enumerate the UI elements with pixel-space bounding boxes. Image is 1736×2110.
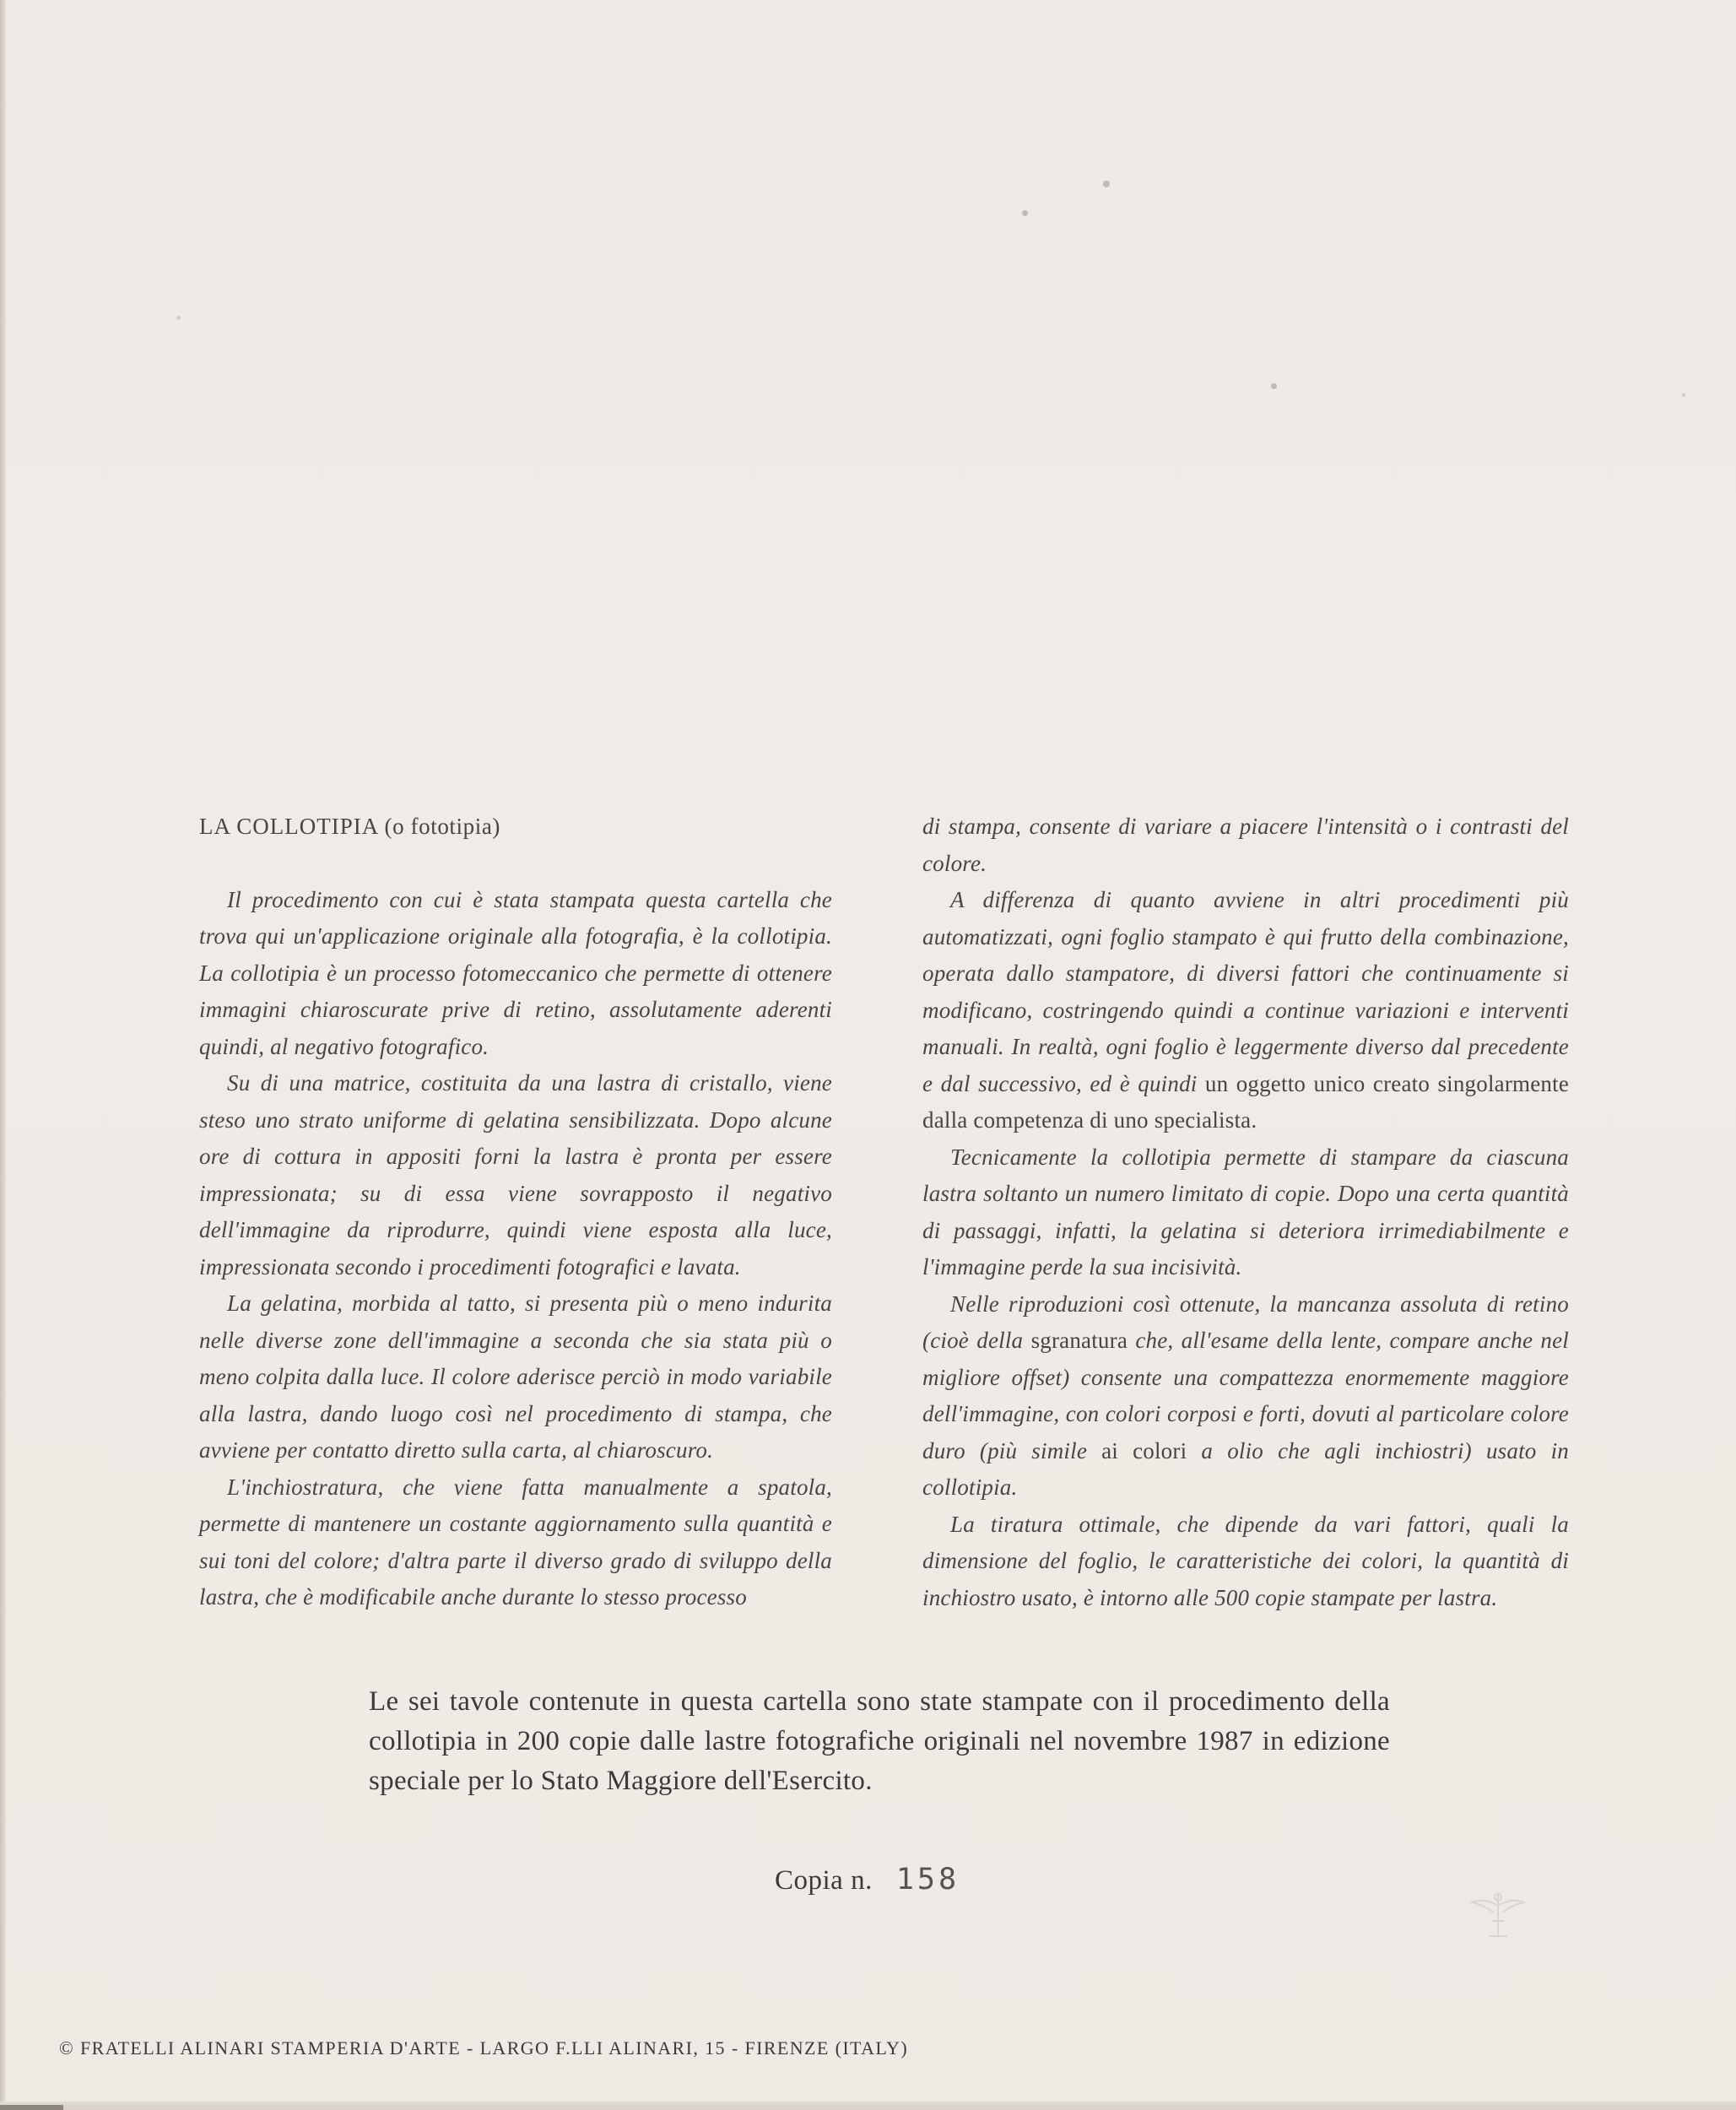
paragraph-italic-part: che, all'esame della lente, compare anche nel migliore offset) consente una compattezza enormemente maggiore dell'immagine, con colori corposi e forti, dovuti al particolare colore duro (più simile xyxy=(922,1328,1570,1463)
paper-left-edge xyxy=(0,0,6,2110)
paragraph: L'inchiostratura, che viene fatta manualmente a spatola, permette di mantenere un costante aggiornamento sulla quantità e sui toni del colore; d'altra parte il diverso grado di sviluppo della lastra, che è modificabile anche durante lo stesso processo xyxy=(199,1474,832,1610)
paragraph: di stampa, consente di variare a piacere l'intensità o i contrasti del colore. xyxy=(922,814,1569,876)
paragraph-upright-part: un oggetto unico creato singolarmente dalla competenza di uno specialista. xyxy=(922,1070,1569,1133)
article-left-column xyxy=(199,809,832,1616)
copy-label: Copia n. xyxy=(775,1865,873,1896)
paragraph-upright-part: sgranatura xyxy=(1030,1328,1128,1353)
heading-main: LA COLLOTIPIA xyxy=(199,814,378,839)
paragraph-italic-part: A differenza di quanto avviene in altri procedimenti più automatizzati, ogni foglio stampato è qui frutto della combinazione, operata dallo stampatore, di diversi fattori che continuamente si modificano, costringendo quindi a continue variazioni e interventi manuali. In realtà, ogni foglio è leggermente diverso dal precedente e dal successivo, ed è quindi xyxy=(922,887,1569,1096)
paragraph: La tiratura ottimale, che dipende da vari fattori, quali la dimensione del foglio, le caratteristiche dei colori, la quantità di inchiostro usato, è intorno alle 500 copie stampate per lastra. xyxy=(922,1511,1569,1610)
paper-speck xyxy=(176,316,181,320)
paragraph: Il procedimento con cui è stata stampata questa cartella che trova qui un'applicazione originale alla fotografia, è la collotipia. La collotipia è un processo fotomeccanico che permette di ottenere immagini chiaroscurate prive di retino, assolutamente aderenti quindi, al negativo fotografico. xyxy=(199,886,832,1059)
paragraph: Tecnicamente la collotipia permette di stampare da ciascuna lastra soltanto un numero limitato di copie. Dopo una certa quantità di passaggi, infatti, la gelatina si deteriora irrimediabilmente e l'immagine perde la sua incisività. xyxy=(922,1144,1569,1280)
colophon-text: Le sei tavole contenute in questa cartella sono state stampate con il procedimento della collotipia in 200 copie dalle lastre fotografiche originali nel novembre 1987 in edizione speciale per lo Stato Maggiore dell'Esercito. xyxy=(369,1686,1390,1796)
paper-bottom-edge xyxy=(0,2102,1736,2110)
article-heading xyxy=(199,809,832,846)
copy-number-line xyxy=(775,1863,960,1896)
paragraph-upright-part: ai colori xyxy=(1101,1437,1187,1463)
paragraph: Su di una matrice, costituita da una lastra di cristallo, viene steso uno strato uniforme di gelatina sensibilizzata. Dopo alcune ore di cottura in appositi forni la lastra è pronta per essere impressionata; su di essa viene sovrapposto il negativo dell'immagine da riprodurre, quindi viene esposta alla luce, impressionata secondo i procedimenti fotografici e lavata. xyxy=(199,1070,832,1280)
paper-bottom-mark xyxy=(0,2105,63,2110)
paper-speck xyxy=(1103,181,1110,187)
paragraph-italic-part: a olio che agli inchiostri) usato in collotipia. xyxy=(922,1437,1569,1500)
copy-number: 158 xyxy=(895,1863,960,1896)
article-right-column xyxy=(922,809,1569,1616)
paragraph xyxy=(922,1286,1569,1507)
paragraph-italic-part: Nelle riproduzioni così ottenute, la mancanza assoluta di retino (cioè della xyxy=(922,1290,1569,1353)
paper-speck xyxy=(1022,210,1028,216)
paragraph: La gelatina, morbida al tatto, si presenta più o meno indurita nelle diverse zone dell'immagine a seconda che sia stata più o meno colpita dalla luce. Il colore aderisce perciò in modo variabile alla lastra, dando luogo così nel procedimento di stampa, che avviene per contatto diretto sulla carta, al chiaroscuro. xyxy=(199,1290,832,1463)
heading-sub: (o fototipia) xyxy=(384,814,501,839)
paragraph xyxy=(922,882,1569,1139)
copyright-footer: © FRATELLI ALINARI STAMPERIA D'ARTE - LARGO F.LLI ALINARI, 15 - FIRENZE (ITALY) xyxy=(59,2037,909,2059)
paper-speck xyxy=(1271,383,1277,389)
paper-speck xyxy=(1682,393,1685,397)
embossed-eagle-icon xyxy=(1468,1887,1528,1943)
